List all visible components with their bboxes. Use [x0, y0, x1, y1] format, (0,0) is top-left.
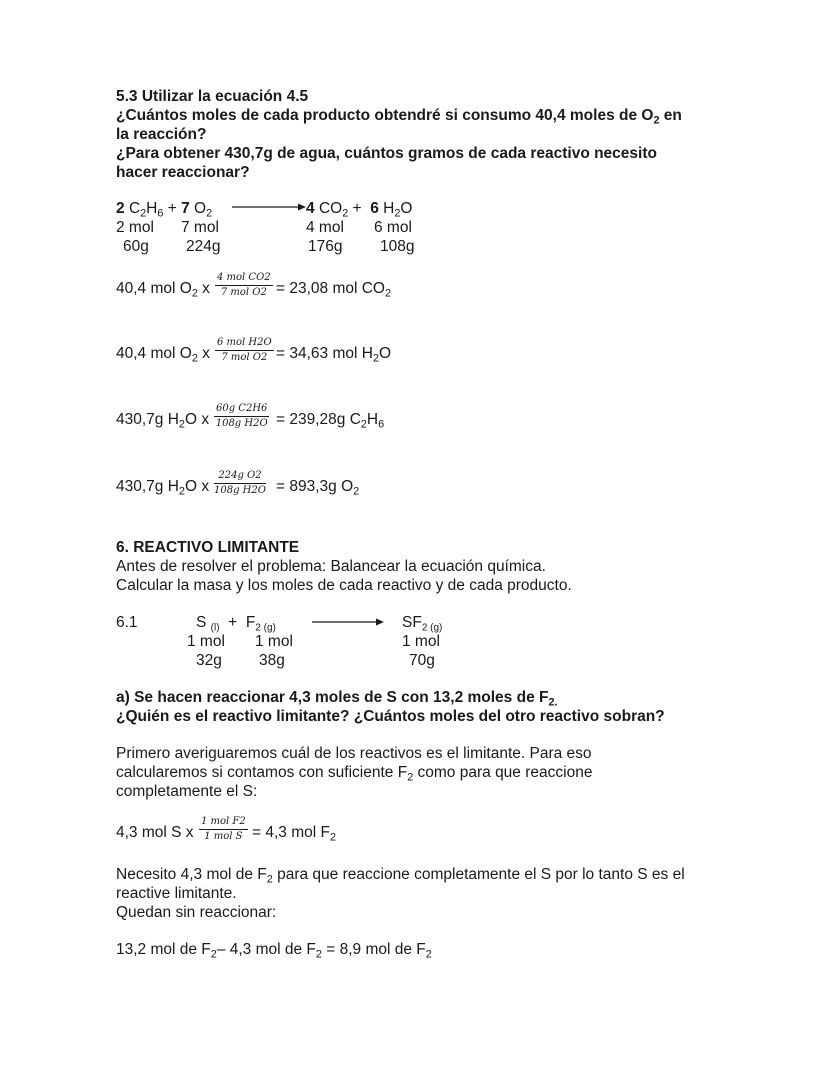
mass-p2: 108g: [380, 238, 415, 255]
mol-r1: 2 mol: [116, 219, 154, 236]
equation-2-label: 6.1: [116, 614, 138, 631]
part-a-paragraph-1: Primero averiguaremos cuál de los reactivos es el limitante. Para eso: [116, 745, 592, 762]
mol-sf2: 1 mol: [402, 633, 440, 650]
conclusion-line-2: reactive limitante.: [116, 885, 237, 902]
section-6-line-2: Calcular la masa y los moles de cada reactivo y de cada producto.: [116, 577, 572, 594]
final-calculation: 13,2 mol de $F_2-$ 4,3 mol de $F_2 = 8,9$ mol de $F_2$: [116, 941, 432, 961]
part-a-paragraph-3: completamente el S:: [116, 783, 258, 800]
calc-4-result: = 893,3g $O_2$: [276, 478, 360, 498]
conclusion-line-3: Quedan sin reaccionar:: [116, 904, 277, 921]
calc-3-fraction: $\frac{\text{60g C2H6}}{\text{108g H2O}}$: [215, 403, 268, 429]
mass-p1: 176g: [308, 238, 343, 255]
calc-1-fraction: 4 mol CO2 7 mol O2: [217, 272, 271, 298]
calc-4-fraction: $\frac{\text{224g O2}}{\text{108g H2O}}$: [214, 470, 266, 496]
part-a-question-1: a) Se hacen reaccionar 4,3 moles de S con 13,2 moles de $F_{2.}$: [116, 689, 558, 709]
equation-2-product: $SF_{2 (g)}$: [402, 614, 443, 634]
calc-2-left: 40,4 mol $O_2$ x: [116, 345, 210, 365]
section-6-line-1: Antes de resolver el problema: Balancear la ecuación química.: [116, 558, 546, 575]
calc-5-fraction: 1 mol F2 1 mol S: [201, 816, 246, 842]
calc-5-left: 4,3 mol S x: [116, 824, 194, 841]
mol-r2: 7 mol: [181, 219, 219, 236]
mol-p2: 6 mol: [374, 219, 412, 236]
conclusion-line-1: Necesito 4,3 mol de $F_2$ para que reaccione completamente el S por lo tanto S es el: [116, 866, 685, 886]
part-a-paragraph-2: calcularemos si contamos con suficiente $F_2$ como para que reaccione: [116, 764, 593, 784]
section-6-title: 6. REACTIVO LIMITANTE: [116, 539, 300, 556]
mol-s: 1 mol: [187, 633, 225, 650]
equation-2-reactants: S $_{(l)} + F_{2 (g)}$: [196, 614, 276, 634]
question-1: ¿Cuántos moles de cada producto obtendré si consumo 40,4 moles de $O_2$ en: [116, 107, 682, 127]
question-2-cont: hacer reaccionar?: [116, 164, 250, 181]
equation-1-reactants: 2 $C_2H_6 + 7$ $O_2$: [116, 200, 213, 220]
calc-4-left: 430,7g $H_2O$ x: [116, 478, 210, 498]
mass-r1: 60g: [123, 238, 149, 255]
mol-f2: 1 mol: [255, 633, 293, 650]
calc-3-left: 430,7g $H_2O$ x: [116, 411, 210, 431]
part-a-question-2: ¿Quién es el reactivo limitante? ¿Cuántos moles del otro reactivo sobran?: [116, 708, 665, 725]
calc-1-left: 40,4 mol $O_2$ x: [116, 280, 210, 300]
section-title: 5.3 Utilizar la ecuación 4.5: [116, 88, 309, 105]
reaction-arrow-2-icon: [312, 617, 384, 627]
question-2: ¿Para obtener 430,7g de agua, cuántos gramos de cada reactivo necesito: [116, 145, 657, 162]
mass-r2: 224g: [186, 238, 221, 255]
mass-s: 32g: [196, 652, 222, 669]
calc-2-fraction: 6 mol H2O 7 mol O2: [217, 337, 272, 363]
calc-2-result: = 34,63 mol $H_2O$: [276, 345, 392, 365]
calc-3-result: = 239,28g $C_2H_6$: [276, 411, 385, 431]
calc-1-result: = 23,08 mol $CO_2$: [276, 280, 392, 300]
mol-p1: 4 mol: [306, 219, 344, 236]
equation-1-products: 4 $CO_2 + 6$ $H_2O$: [306, 200, 413, 220]
reaction-arrow-icon: [232, 202, 306, 212]
mass-sf2: 70g: [409, 652, 435, 669]
question-1-cont: la reacción?: [116, 126, 207, 143]
mass-f2: 38g: [259, 652, 285, 669]
calc-5-result: = 4,3 mol $F_2$: [252, 824, 336, 844]
